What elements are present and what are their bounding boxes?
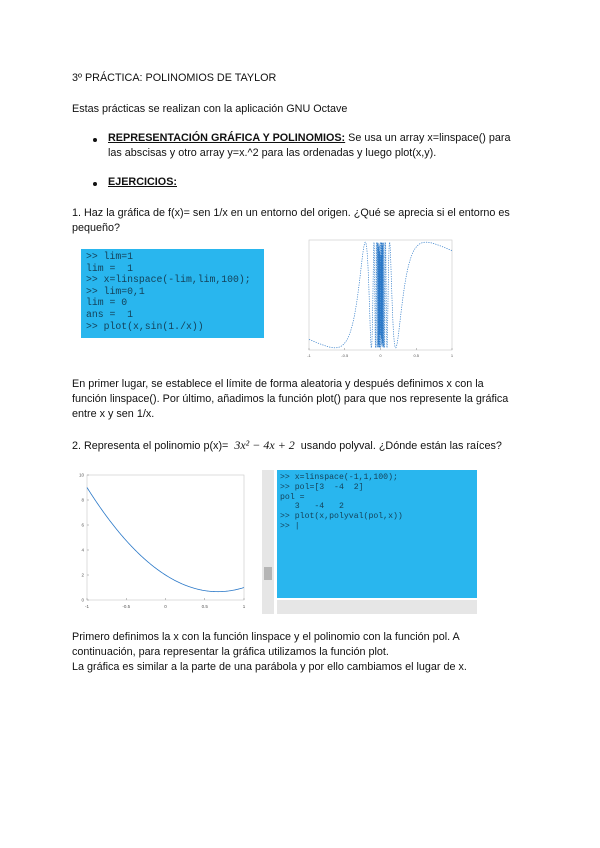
bullet-dot <box>93 182 97 186</box>
bullet-1-line-2: las abscisas y otro array y=x.^2 para las ordenadas y luego plot(x,y). <box>108 147 437 159</box>
terminal-line: pol = <box>280 492 305 502</box>
terminal-line: >> x=linspace(-lim,lim,100); <box>86 274 251 286</box>
x-tick-label: -1 <box>307 353 311 358</box>
octave-terminal-1[interactable] <box>81 249 264 338</box>
terminal-line: lim = 0 <box>86 297 128 309</box>
y-tick-label: 4 <box>81 547 84 553</box>
terminal-line: >> plot(x,polyval(pol,x)) <box>280 512 403 522</box>
polynomial-expression: 3x² − 4x + 2 <box>234 438 295 452</box>
y-tick-label: 6 <box>81 522 84 528</box>
octave-terminal-2[interactable] <box>277 470 477 598</box>
terminal-line: 3 -4 2 <box>280 502 344 512</box>
parabola-line <box>87 488 244 592</box>
ex2-explain-line-2: continuación, para representar la gráfica utilizamos la función plot. <box>72 646 389 658</box>
bullet-dot <box>93 138 97 142</box>
x-tick-label: -1 <box>84 604 90 609</box>
x-tick-label: -0.5 <box>341 353 349 358</box>
vertical-scrollbar[interactable] <box>262 470 274 614</box>
ex2-explain-line-1: Primero definimos la x con la función linspace y el polinomio con la función pol. A <box>72 631 460 643</box>
plot-1-curve <box>309 242 452 348</box>
terminal-line: >> lim=1 <box>86 251 134 262</box>
parabola-plot <box>74 470 252 616</box>
ex1-question-line-1: 1. Haz la gráfica de f(x)= sen 1/x en un entorno del origen. ¿Qué se aprecia si el entorno es <box>72 207 510 219</box>
x-tick-label: 0 <box>379 353 382 358</box>
terminal-line: >> | <box>280 521 300 531</box>
page-title: 3º PRÁCTICA: POLINOMIOS DE TAYLOR <box>72 72 277 84</box>
terminal-line: >> pol=[3 -4 2] <box>280 482 364 492</box>
sin-inv-x-plot <box>300 236 460 360</box>
plot-2-ticks <box>79 473 246 610</box>
ex1-question-line-2: pequeño? <box>72 222 121 234</box>
x-tick-label: 0 <box>164 604 167 609</box>
y-tick-label: 2 <box>81 572 84 578</box>
sin-inv-x-line <box>309 242 452 348</box>
bullet-1-text: Se usa un array x=linspace() para <box>345 132 511 144</box>
ex2-question-start: 2. Representa el polinomio p(x)= <box>72 440 229 452</box>
bullet-2-heading: EJERCICIOS: <box>108 176 177 188</box>
x-tick-label: 0.5 <box>201 604 208 609</box>
x-tick-label: 1 <box>450 353 454 358</box>
x-tick-label: -0.5 <box>122 604 131 609</box>
bullet-1-heading: REPRESENTACIÓN GRÁFICA Y POLINOMIOS: <box>108 132 346 144</box>
bullet-1-line-1 <box>108 131 511 146</box>
plot-2-curve <box>87 488 244 592</box>
terminal-line: lim = 1 <box>86 262 134 274</box>
terminal-line: ans = 1 <box>86 308 134 320</box>
plot-1-ticks <box>307 348 454 358</box>
scrollbar-thumb[interactable] <box>264 567 272 580</box>
x-tick-label: 0.5 <box>413 353 420 358</box>
ex1-explain-line-3: entre x y sen 1/x. <box>72 408 155 420</box>
y-tick-label: 0 <box>81 597 84 603</box>
y-tick-label: 8 <box>81 497 84 503</box>
terminal-line: >> x=linspace(-1,1,100); <box>280 473 398 482</box>
ex2-question <box>72 438 502 454</box>
x-tick-label: 1 <box>242 604 246 609</box>
intro-text: Estas prácticas se realizan con la aplicación GNU Octave <box>72 103 348 115</box>
terminal-line: >> lim=0,1 <box>86 285 145 297</box>
horizontal-scrollbar[interactable] <box>277 600 477 614</box>
y-tick-label: 10 <box>78 472 84 478</box>
ex2-explain-line-3: La gráfica es similar a la parte de una parábola y por ello cambiamos el lugar de x. <box>72 661 467 673</box>
ex1-explain-line-1: En primer lugar, se establece el límite de forma aleatoria y después definimos x con la <box>72 378 484 390</box>
plot-2-axes-box <box>87 475 244 600</box>
ex1-explain-line-2: función linspace(). Por último, añadimos la función plot() para que nos represente la gráfica <box>72 393 509 405</box>
terminal-line: >> plot(x,sin(1./x)) <box>86 320 204 332</box>
ex2-question-end: usando polyval. ¿Dónde están las raíces? <box>300 440 502 452</box>
plot-1-axes-box <box>309 240 452 350</box>
